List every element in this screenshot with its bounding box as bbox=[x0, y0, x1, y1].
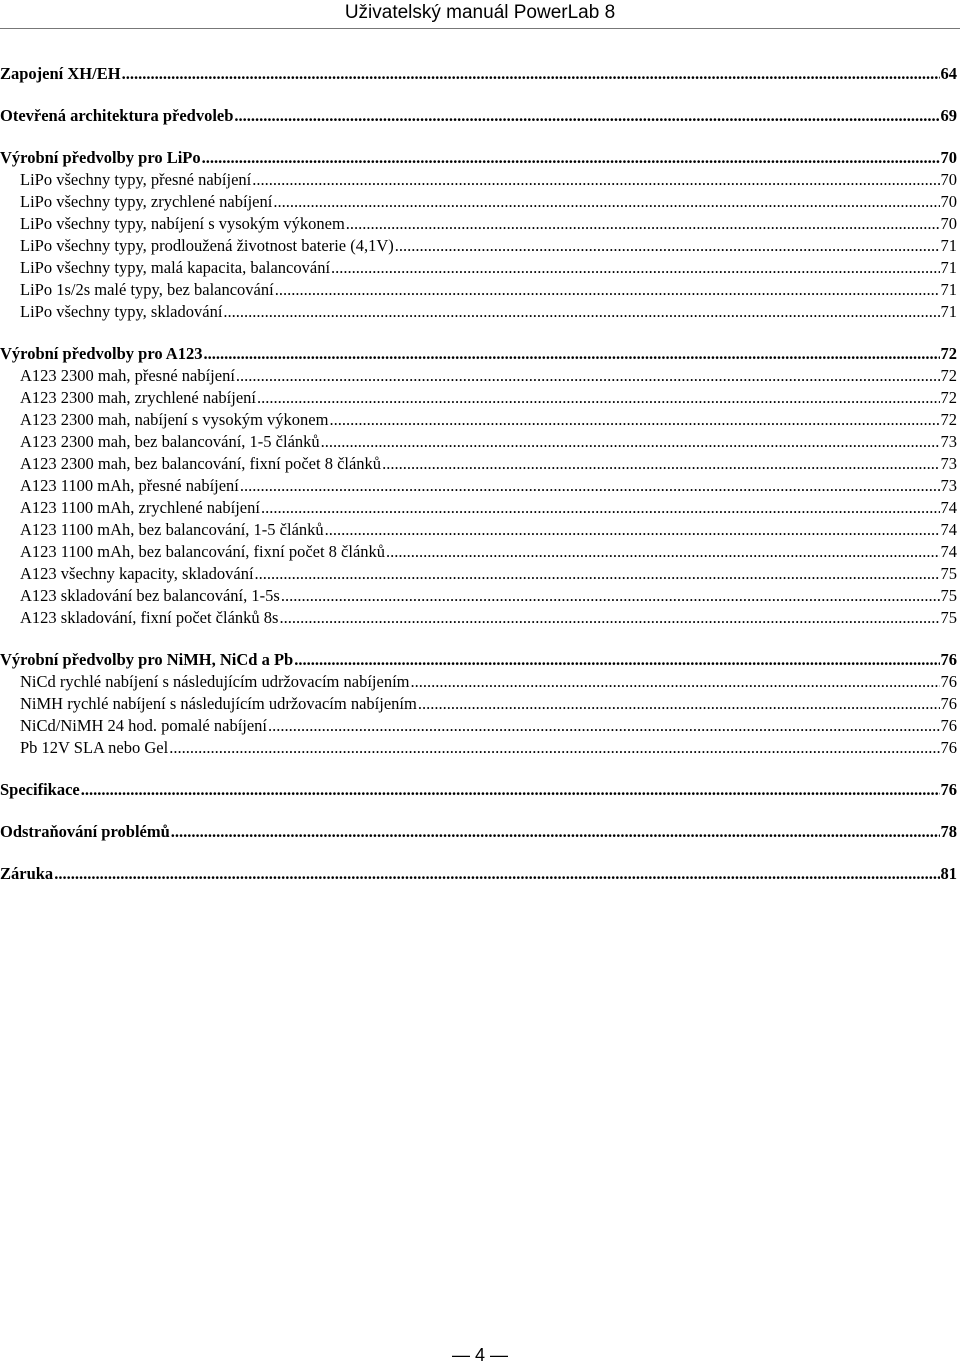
page-number bbox=[0, 1344, 960, 1366]
toc-entry-page: 72 bbox=[940, 366, 957, 385]
toc-entry-page: 74 bbox=[940, 542, 957, 561]
toc-leader-dots bbox=[410, 672, 939, 692]
toc-leader-dots bbox=[386, 542, 939, 562]
toc-entry[interactable] bbox=[0, 148, 957, 168]
toc-entry-page: 75 bbox=[940, 586, 957, 605]
toc-entry-title: LiPo všechny typy, zrychlené nabíjení bbox=[20, 192, 273, 211]
toc-entry-page: 73 bbox=[940, 454, 957, 473]
toc-leader-dots bbox=[203, 344, 939, 364]
toc-leader-dots bbox=[234, 106, 939, 126]
footer-page-number: 4 bbox=[474, 1345, 485, 1365]
toc-entry-title: Výrobní předvolby pro LiPo bbox=[0, 148, 201, 167]
toc-entry-title: LiPo všechny typy, přesné nabíjení bbox=[20, 170, 252, 189]
toc-entry-title: LiPo všechny typy, skladování bbox=[20, 302, 223, 321]
toc-leader-dots bbox=[395, 236, 940, 256]
toc-entry-page: 76 bbox=[940, 694, 957, 713]
toc-entry-title: A123 2300 mah, nabíjení s vysokým výkonem bbox=[20, 410, 329, 429]
toc-entry[interactable] bbox=[0, 780, 957, 800]
toc-entry-page: 73 bbox=[940, 476, 957, 495]
toc-entry-title: A123 1100 mAh, bez balancování, 1-5 článků bbox=[20, 520, 324, 539]
toc-leader-dots bbox=[240, 476, 940, 496]
toc-leader-dots bbox=[273, 192, 939, 212]
toc-entry-title: A123 1100 mAh, zrychlené nabíjení bbox=[20, 498, 260, 517]
toc-entry-title: A123 1100 mAh, bez balancování, fixní počet 8 článků bbox=[20, 542, 386, 561]
toc-entry[interactable] bbox=[20, 716, 957, 736]
toc-entry[interactable] bbox=[0, 864, 957, 884]
toc-entry-page: 75 bbox=[940, 608, 957, 627]
toc-leader-dots bbox=[202, 148, 940, 168]
toc-leader-dots bbox=[294, 650, 939, 670]
toc-entry-page: 75 bbox=[940, 564, 957, 583]
toc-entry-title: Pb 12V SLA nebo Gel bbox=[20, 738, 169, 757]
toc-entry-page: 71 bbox=[940, 258, 957, 277]
toc-entry-page: 74 bbox=[940, 520, 957, 539]
toc-entry[interactable] bbox=[20, 586, 957, 606]
toc-entry-title: A123 2300 mah, přesné nabíjení bbox=[20, 366, 235, 385]
toc-leader-dots bbox=[279, 608, 939, 628]
toc-entry-page: 76 bbox=[940, 780, 957, 799]
toc-leader-dots bbox=[122, 64, 940, 84]
toc-leader-dots bbox=[257, 388, 940, 408]
toc-entry-page: 73 bbox=[940, 432, 957, 451]
toc-entry-title: Otevřená architektura předvoleb bbox=[0, 106, 234, 125]
toc-entry-title: NiCd/NiMH 24 hod. pomalé nabíjení bbox=[20, 716, 268, 735]
toc-entry-title: A123 2300 mah, bez balancování, 1-5 článků bbox=[20, 432, 320, 451]
toc-entry[interactable] bbox=[20, 302, 957, 322]
toc-leader-dots bbox=[329, 410, 939, 430]
toc-entry[interactable] bbox=[20, 280, 957, 300]
toc-entry[interactable] bbox=[20, 454, 957, 474]
toc-leader-dots bbox=[418, 694, 940, 714]
toc-entry-page: 70 bbox=[940, 148, 957, 167]
toc-entry[interactable] bbox=[20, 192, 957, 212]
toc-entry[interactable] bbox=[20, 170, 957, 190]
toc-leader-dots bbox=[252, 170, 939, 190]
toc-entry[interactable] bbox=[20, 476, 957, 496]
toc-entry[interactable] bbox=[20, 608, 957, 628]
footer-dash-left: — bbox=[451, 1345, 475, 1365]
toc-entry-title: NiMH rychlé nabíjení s následujícím udržovacím nabíjením bbox=[20, 694, 417, 713]
toc-entry-title: Zapojení XH/EH bbox=[0, 64, 121, 83]
toc-entry[interactable] bbox=[20, 388, 957, 408]
toc-entry[interactable] bbox=[20, 236, 957, 256]
toc-entry-title: LiPo 1s/2s malé typy, bez balancování bbox=[20, 280, 274, 299]
toc-entry[interactable] bbox=[20, 520, 957, 540]
toc-entry-page: 72 bbox=[940, 344, 957, 363]
toc-entry-page: 70 bbox=[940, 170, 957, 189]
toc-entry-page: 71 bbox=[940, 280, 957, 299]
toc-entry[interactable] bbox=[0, 344, 957, 364]
toc-leader-dots bbox=[261, 498, 940, 518]
toc-leader-dots bbox=[169, 738, 939, 758]
toc-entry-page: 76 bbox=[940, 716, 957, 735]
toc-entry-page: 64 bbox=[940, 64, 957, 83]
toc-leader-dots bbox=[54, 864, 939, 884]
toc-entry[interactable] bbox=[20, 564, 957, 584]
toc-entry-page: 70 bbox=[940, 214, 957, 233]
footer-dash-right: — bbox=[485, 1345, 509, 1365]
toc-entry[interactable] bbox=[20, 214, 957, 234]
toc-entry-page: 76 bbox=[940, 738, 957, 757]
toc-leader-dots bbox=[255, 564, 940, 584]
toc-entry-page: 74 bbox=[940, 498, 957, 517]
toc-entry-title: A123 1100 mAh, přesné nabíjení bbox=[20, 476, 239, 495]
page-header: Uživatelský manuál PowerLab 8 bbox=[344, 2, 616, 23]
toc-entry-title: Výrobní předvolby pro A123 bbox=[0, 344, 203, 363]
toc-entry-page: 70 bbox=[940, 192, 957, 211]
toc-leader-dots bbox=[268, 716, 939, 736]
toc-leader-dots bbox=[275, 280, 940, 300]
toc-leader-dots bbox=[325, 520, 940, 540]
toc-entry-title: LiPo všechny typy, nabíjení s vysokým výkonem bbox=[20, 214, 345, 233]
toc-entry-page: 71 bbox=[940, 302, 957, 321]
toc-entry[interactable] bbox=[20, 672, 957, 692]
toc-entry-page: 76 bbox=[940, 650, 957, 669]
toc-entry-page: 76 bbox=[940, 672, 957, 691]
toc-entry-title: LiPo všechny typy, prodloužená životnost baterie (4,1V) bbox=[20, 236, 394, 255]
toc-leader-dots bbox=[236, 366, 940, 386]
toc-entry-title: Specifikace bbox=[0, 780, 80, 799]
toc-entry[interactable] bbox=[0, 650, 957, 670]
toc-entry-title: A123 skladování bez balancování, 1-5s bbox=[20, 586, 280, 605]
toc-leader-dots bbox=[171, 822, 940, 842]
toc-leader-dots bbox=[346, 214, 940, 234]
toc-leader-dots bbox=[321, 432, 940, 452]
toc-entry-title: A123 2300 mah, zrychlené nabíjení bbox=[20, 388, 256, 407]
toc-leader-dots bbox=[81, 780, 940, 800]
toc-entry-title: Výrobní předvolby pro NiMH, NiCd a Pb bbox=[0, 650, 294, 669]
toc-entry-title: A123 2300 mah, bez balancování, fixní počet 8 článků bbox=[20, 454, 382, 473]
toc-entry-title: Odstraňování problémů bbox=[0, 822, 170, 841]
toc-leader-dots bbox=[223, 302, 939, 322]
toc-entry-page: 71 bbox=[940, 236, 957, 255]
toc-entry-page: 81 bbox=[940, 864, 957, 883]
toc-entry-title: A123 všechny kapacity, skladování bbox=[20, 564, 254, 583]
toc-entry-page: 72 bbox=[940, 410, 957, 429]
toc-entry[interactable] bbox=[20, 498, 957, 518]
toc-entry-title: LiPo všechny typy, malá kapacita, balancování bbox=[20, 258, 331, 277]
toc-entry[interactable] bbox=[0, 64, 957, 84]
toc-entry[interactable] bbox=[20, 366, 957, 386]
toc-entry[interactable] bbox=[0, 822, 957, 842]
toc-entry[interactable] bbox=[20, 258, 957, 278]
toc-entry-title: Záruka bbox=[0, 864, 54, 883]
toc-entry[interactable] bbox=[20, 542, 957, 562]
toc-leader-dots bbox=[331, 258, 939, 278]
toc-leader-dots bbox=[382, 454, 939, 474]
toc-entry[interactable] bbox=[20, 410, 957, 430]
toc-entry-page: 72 bbox=[940, 388, 957, 407]
toc-entry[interactable] bbox=[20, 694, 957, 714]
toc-leader-dots bbox=[281, 586, 940, 606]
toc-entry[interactable] bbox=[20, 738, 957, 758]
toc-entry-title: NiCd rychlé nabíjení s následujícím udržovacím nabíjením bbox=[20, 672, 410, 691]
toc-entry-title: A123 skladování, fixní počet článků 8s bbox=[20, 608, 279, 627]
toc-entry[interactable] bbox=[0, 106, 957, 126]
toc-entry[interactable] bbox=[20, 432, 957, 452]
toc-entry-page: 69 bbox=[940, 106, 957, 125]
toc-entry-page: 78 bbox=[940, 822, 957, 841]
